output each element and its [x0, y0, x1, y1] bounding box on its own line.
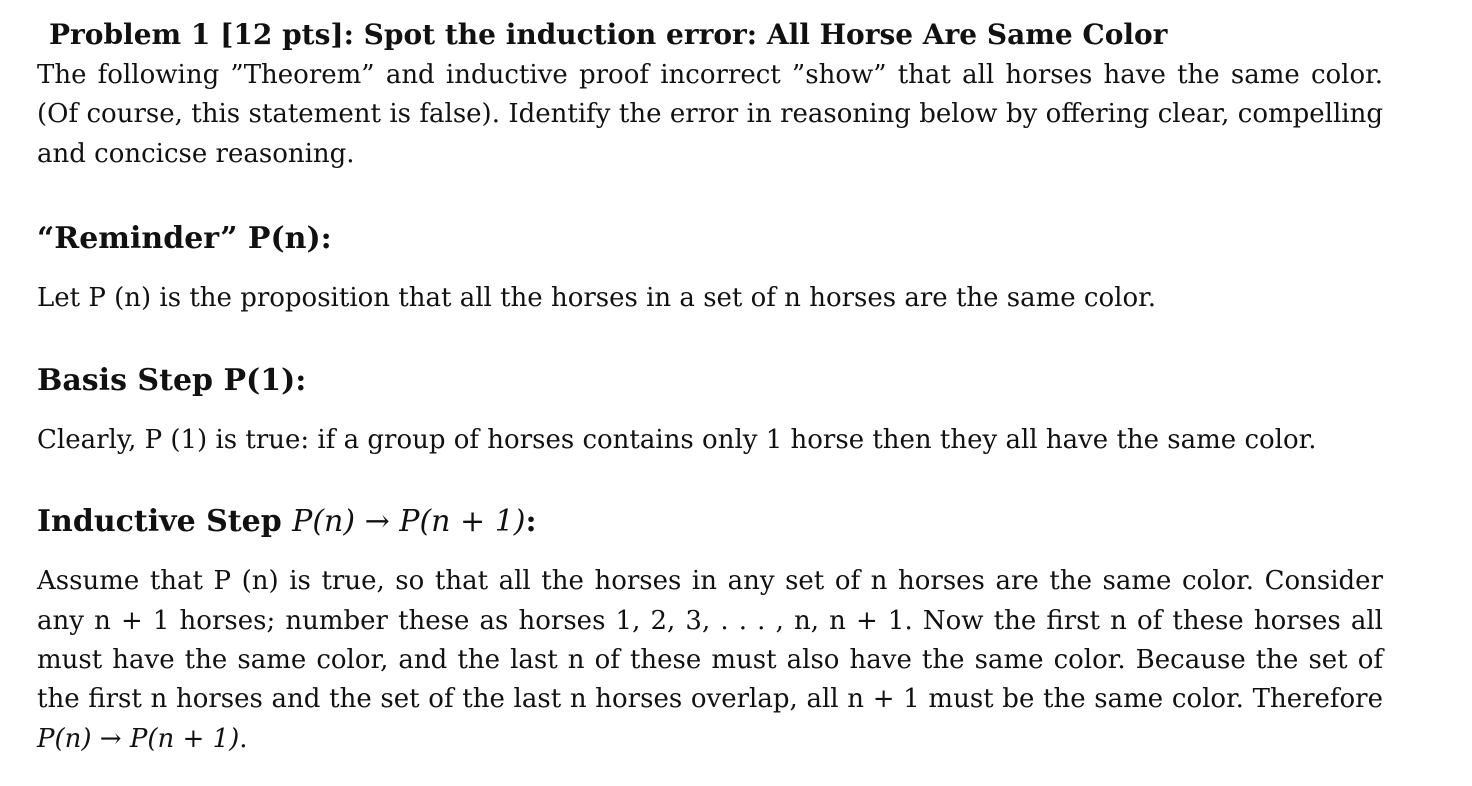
- inductive-step-label: Inductive Step: [37, 504, 282, 540]
- inductive-step-body: Assume that P (n) is true, so that all the horses in any set of n horses are the same color. Consider any n + 1 horses; number these as horses 1, 2, 3, . . . , n, n + 1. Now the first n of these horses all must have the same color, and the last n of these must also have the same color. Because the set of the first n horses and the set of the last n horses overlap, all n + 1 must be the same color.: [37, 566, 1383, 715]
- inductive-step-colon: :: [525, 504, 537, 540]
- problem-title: Problem 1 [12 pts]: Spot the induction error: All Horse Are Same Color: [49, 18, 1168, 51]
- conclusion-period: .: [239, 723, 248, 754]
- document-page: [37, 14, 1383, 759]
- problem-intro: The following ”Theorem” and inductive proof incorrect ”show” that all horses have the same color. (Of course, this statement is false). Identify the error in reasoning below by offering clear, compelling and concicse reasoning.: [37, 60, 1383, 169]
- inductive-step-text: [37, 562, 1383, 759]
- basis-step-heading: Basis Step P(1):: [37, 363, 307, 399]
- inductive-step-heading: [37, 502, 1383, 542]
- inductive-step-formula: P(n) → P(n + 1): [292, 504, 526, 540]
- reminder-heading: “Reminder” P(n):: [37, 221, 332, 257]
- reminder-text: Let P (n) is the proposition that all the horses in a set of n horses are the same color.: [37, 283, 1156, 314]
- basis-step-text: Clearly, P (1) is true: if a group of horses contains only 1 horse then they all have the same color.: [37, 425, 1317, 456]
- conclusion-label: Therefore: [1252, 684, 1383, 715]
- conclusion-formula: P(n) → P(n + 1): [37, 723, 240, 754]
